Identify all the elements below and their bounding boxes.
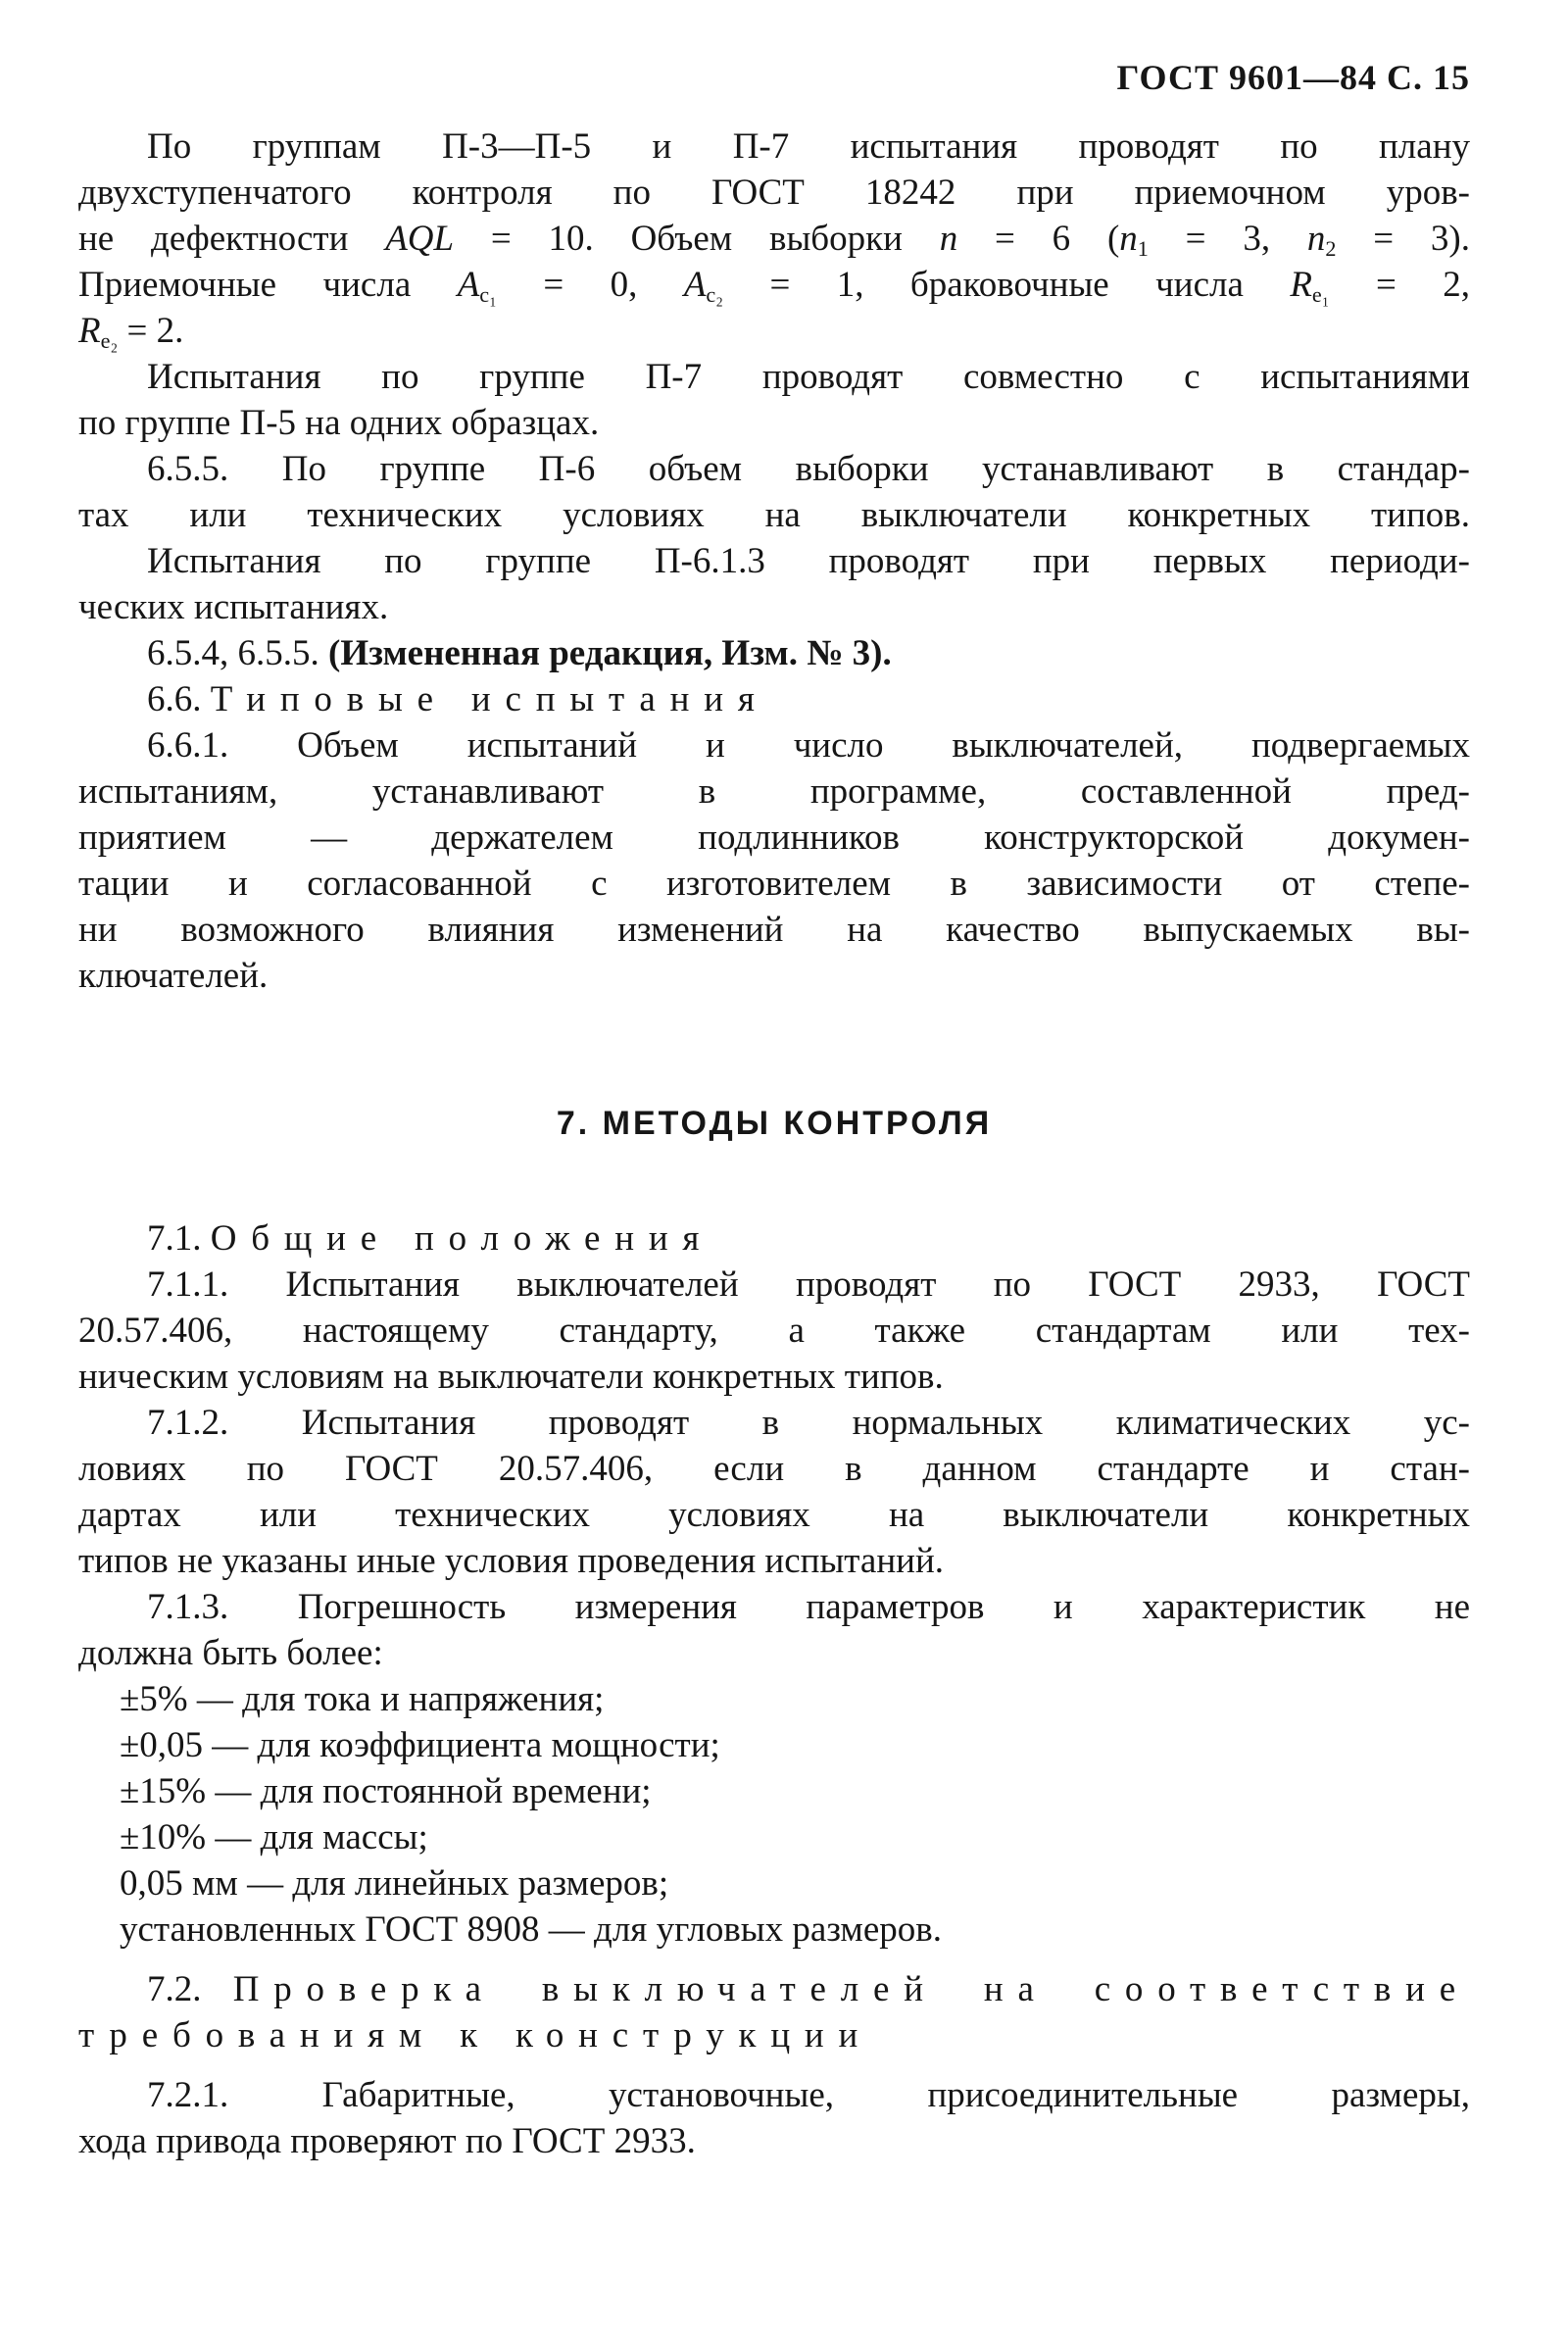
text-line: 6.6.1. Объем испытаний и число выключателей, подвергаемых: [147, 725, 1470, 766]
text-line: двухступенчатого контроля по ГОСТ 18242 при приемочном уров-: [78, 173, 1470, 213]
tolerance-item: ±15% — для постоянной времени;: [120, 1771, 652, 1811]
math-variable: n: [939, 219, 958, 259]
text-line: ческих испытаниях.: [78, 587, 389, 627]
page-header: ГОСТ 9601—84 С. 15: [1116, 58, 1470, 97]
subsection-title: [78, 1215, 1470, 1262]
text-line: 6.5.5. По группе П-6 объем выборки устанавливают в стандар-: [147, 449, 1470, 489]
section-heading: 7. МЕТОДЫ КОНТРОЛЯ: [556, 1105, 993, 1142]
text-line: должна быть более:: [78, 1633, 383, 1673]
text-fragment: = 3).: [1336, 219, 1470, 259]
subsection-title: [78, 676, 1470, 722]
text-line: Испытания по группе П-6.1.3 проводят при первых периоди-: [147, 541, 1470, 581]
text-line-formula: [78, 308, 1470, 354]
text-line-formula: [78, 216, 1470, 262]
text-line: по группе П-5 на одних образцах.: [78, 403, 600, 443]
text-line: Испытания по группе П-7 проводят совместно с испытаниями: [147, 357, 1470, 397]
clause-number: 6.6.: [147, 679, 211, 719]
text-fragment: = 1, браковочные числа: [723, 265, 1291, 305]
text-line: хода привода проверяют по ГОСТ 2933.: [78, 2121, 696, 2161]
text-line: ническим условиям на выключатели конкретных типов.: [78, 1357, 944, 1397]
subsection-title-text: требованиям к конструкции: [78, 2015, 873, 2055]
text-line: ни возможного влияния изменений на качество выпускаемых вы-: [78, 910, 1470, 950]
text-fragment: = 2.: [118, 311, 184, 351]
subsection-title-text: Проверка выключателей на соответствие: [232, 1969, 1470, 2009]
text-line: 7.1.1. Испытания выключателей проводят по ГОСТ 2933, ГОСТ: [147, 1264, 1470, 1305]
text-fragment: = 0,: [496, 265, 684, 305]
text-fragment: = 10. Объем выборки: [454, 219, 940, 259]
clause-numbers: 6.5.4, 6.5.5.: [147, 633, 328, 673]
text-line: дартах или технических условиях на выключатели конкретных: [78, 1495, 1470, 1535]
text-line: ловиях по ГОСТ 20.57.406, если в данном стандарте и стан-: [78, 1449, 1470, 1489]
tolerance-item: 0,05 мм — для линейных размеров;: [120, 1863, 669, 1904]
subscript: 1: [1137, 236, 1149, 262]
math-variable: R: [78, 311, 101, 351]
text-line: 7.1.2. Испытания проводят в нормальных климатических ус-: [147, 1403, 1470, 1443]
subscript: 2: [1325, 236, 1337, 262]
tolerance-item: установленных ГОСТ 8908 — для угловых размеров.: [120, 1909, 942, 1950]
tolerance-item: ±0,05 — для коэффициента мощности;: [120, 1725, 720, 1765]
text-line: 7.2.1. Габаритные, установочные, присоединительные размеры,: [147, 2075, 1470, 2115]
text-fragment: не дефектности: [78, 219, 386, 259]
math-variable: n: [1306, 219, 1326, 259]
text-line: приятием — держателем подлинников конструкторской докумен-: [78, 817, 1470, 858]
subscript: e₁: [1311, 282, 1330, 308]
math-variable: R: [1290, 265, 1312, 305]
text-fragment: = 3,: [1148, 219, 1307, 259]
subsection-title-continued: [78, 2012, 1470, 2058]
text-fragment: = 2,: [1329, 265, 1470, 305]
text-line: типов не указаны иные условия проведения испытаний.: [78, 1541, 944, 1581]
subsection-title: [78, 1966, 1470, 2012]
tolerance-item: ±5% — для тока и напряжения;: [120, 1679, 605, 1719]
math-variable: n: [1119, 219, 1138, 259]
text-line: 7.1.3. Погрешность измерения параметров и характеристик не: [147, 1587, 1470, 1627]
math-variable: A: [457, 265, 480, 305]
subscript: e₂: [100, 328, 119, 354]
text-line: тах или технических условиях на выключатели конкретных типов.: [78, 495, 1470, 535]
math-variable: AQL: [385, 219, 455, 259]
text-line: ключателей.: [78, 956, 269, 996]
subsection-title-text: Общие положения: [210, 1218, 714, 1259]
text-line-formula: [78, 262, 1470, 308]
amendment-note: (Измененная редакция, Изм. № 3).: [328, 633, 892, 673]
text-line: тации и согласованной с изготовителем в зависимости от степе-: [78, 864, 1470, 904]
text-line: испытаниям, устанавливают в программе, составленной пред-: [78, 771, 1470, 812]
text-fragment: Приемочные числа: [78, 265, 458, 305]
text-line: 20.57.406, настоящему стандарту, а также стандартам или тех-: [78, 1311, 1470, 1351]
text-fragment: = 6 (: [957, 219, 1120, 259]
clause-number: 7.1.: [147, 1218, 211, 1259]
subsection-title-text: Типовые испытания: [210, 679, 769, 719]
math-variable: A: [683, 265, 707, 305]
document-content: [78, 124, 1470, 2164]
text-line-amendment: [78, 630, 1470, 676]
subscript: c₂: [706, 282, 724, 308]
clause-number: 7.2.: [147, 1969, 233, 2009]
subscript: c₁: [479, 282, 497, 308]
text-line: По группам П-3—П-5 и П-7 испытания проводят по плану: [147, 126, 1470, 167]
tolerance-item: ±10% — для массы;: [120, 1817, 428, 1857]
